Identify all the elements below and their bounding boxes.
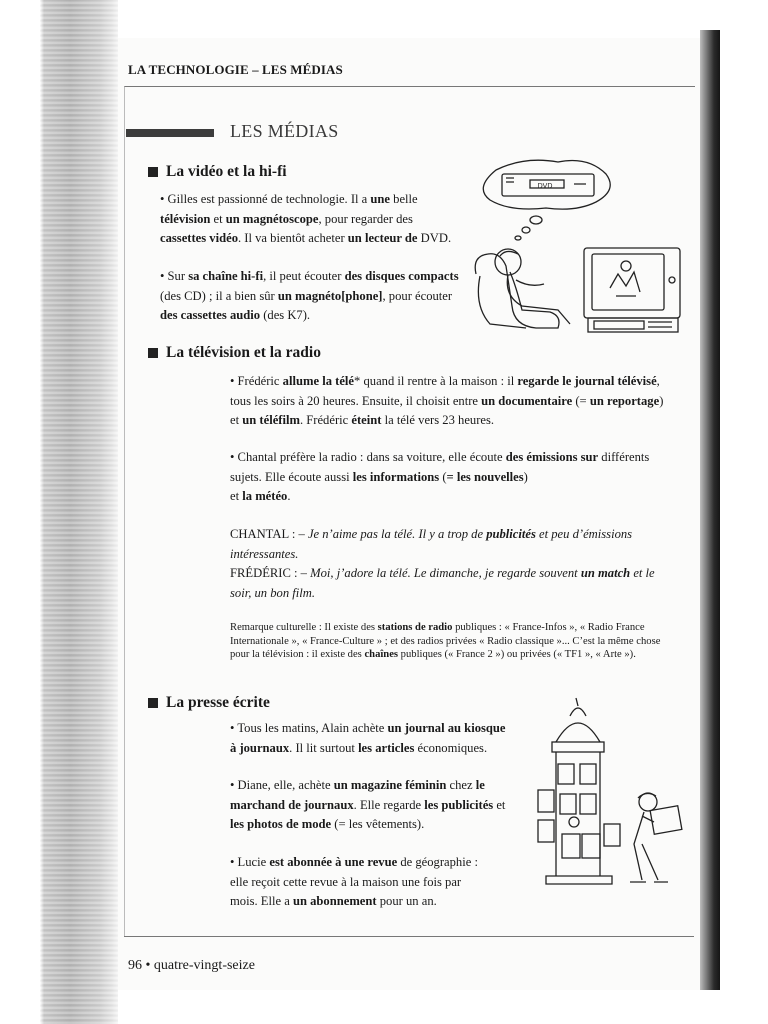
text-run: une <box>370 192 391 206</box>
text-run: les photos de mode <box>230 817 332 831</box>
text-run: ) et <box>230 469 528 503</box>
text-run: un téléfilm <box>242 413 300 427</box>
text-run: de géographie : elle reçoit cette revue à la maison une fois par mois. Elle a <box>230 855 478 908</box>
text-run: les articles <box>358 740 415 755</box>
section-bar <box>126 129 214 137</box>
text-run: et le soir, un bon film. <box>230 566 658 600</box>
text-run: un abonnement <box>292 894 377 908</box>
paragraph-video-1 <box>160 190 456 249</box>
heading-video-hifi-text: La vidéo et la hi-fi <box>166 163 287 180</box>
text-run: . Il lit surtout <box>289 740 359 755</box>
text-run: chez <box>446 778 476 792</box>
section-title: LES MÉDIAS <box>230 121 339 141</box>
text-run: un reportage <box>589 393 660 408</box>
newspaper-kiosk-illustration <box>526 694 686 894</box>
scan-binding-shadow <box>0 0 118 1024</box>
text-run: Moi, j’adore la télé. Le dimanche, je regarde souvent <box>310 566 581 580</box>
heading-bullet-square <box>148 348 158 358</box>
text-run: (des CD) ; il a bien sûr <box>160 269 462 303</box>
scan-margin <box>720 0 768 1024</box>
paragraph-radio <box>230 448 670 507</box>
text-run: , pour écouter <box>382 288 456 303</box>
text-run: CHANTAL : – <box>230 527 308 541</box>
text-run: éteint <box>351 413 382 427</box>
text-run: • Frédéric <box>230 374 283 388</box>
text-run: . Frédéric <box>299 413 352 427</box>
text-run: = les nouvelles <box>446 469 524 484</box>
text-run: . Il va bientôt acheter <box>238 231 348 245</box>
text-run: Je n’aime pas la télé. Il y a trop de <box>307 527 487 541</box>
text-run: le marchand de journaux <box>230 778 488 812</box>
text-run: (= <box>572 393 590 408</box>
dvd-label: DVD <box>537 183 553 190</box>
text-run: la télé vers 23 heures. <box>381 413 495 427</box>
text-run: * quand il rentre à la maison : il <box>354 374 518 388</box>
text-run: un documentaire <box>481 393 573 408</box>
text-run: télévision <box>160 211 211 226</box>
text-run: . Elle regarde <box>353 797 425 812</box>
text-run: • Gilles est passionné de technologie. Il a <box>160 192 371 206</box>
text-run: (= les vêtements). <box>331 817 425 831</box>
text-run: un magazine féminin <box>333 778 447 792</box>
text-run: , tous les soirs à 20 heures. Ensuite, il choisit entre <box>230 374 663 408</box>
heading-video-hifi <box>148 163 287 181</box>
page-frame-bottom-rule <box>124 936 694 937</box>
text-run: • Tous les matins, Alain achète <box>230 721 388 735</box>
text-run: un match <box>580 566 631 580</box>
text-run: • Lucie <box>230 855 270 869</box>
text-run: des cassettes audio <box>160 308 261 322</box>
text-run: allume la télé <box>282 374 355 388</box>
paragraph-press-1 <box>230 719 550 758</box>
text-run: • Sur <box>160 269 189 283</box>
text-run: DVD. <box>417 231 452 245</box>
heading-tv-radio <box>148 344 321 362</box>
heading-press-text: La presse écrite <box>166 694 270 711</box>
heading-bullet-square <box>148 698 158 708</box>
text-run: . <box>287 489 291 503</box>
text-run: (des K7). <box>260 308 311 322</box>
text-run: cassettes vidéo <box>160 231 238 245</box>
book-page <box>118 38 700 990</box>
text-run: la météo <box>242 489 288 503</box>
text-run: FRÉDÉRIC : – <box>230 566 307 580</box>
text-run: les informations <box>352 469 440 484</box>
text-run: pour un an. <box>376 894 437 908</box>
text-run: , pour regarder des <box>318 211 417 226</box>
text-run: différents sujets. Elle écoute aussi <box>230 450 653 484</box>
text-run: publicités <box>486 527 536 541</box>
scan-page-edge <box>700 30 720 990</box>
paragraph-press-3 <box>230 853 530 912</box>
text-run: les publicités <box>424 797 494 812</box>
text-run: , il peut écouter <box>263 269 345 283</box>
dialogue <box>230 525 674 603</box>
text-run: stations de radio <box>377 622 453 633</box>
text-run: et peu d’émissions intéressantes. <box>230 527 636 561</box>
page-footer: 96 • quatre-vingt-seize <box>128 958 255 973</box>
paragraph-tv-1 <box>230 372 672 431</box>
text-run: publiques : « France-Infos », « Radio France Internationale », « France-Culture » ; et des radios privées « Radio classique »... C’est la même chose pour la télévision : il existe des <box>230 622 664 660</box>
text-run: Remarque culturelle : Il existe des <box>230 622 378 633</box>
text-run: • Chantal préfère la radio : dans sa voiture, elle écoute <box>230 450 506 464</box>
text-run: des émissions sur <box>505 450 599 464</box>
text-run: regarde le journal télévisé <box>517 374 657 388</box>
text-run: des disques compacts <box>344 269 459 283</box>
text-run: publiques (« France 2 ») ou privées (« TF1 », « Arte »). <box>398 649 636 660</box>
text-run: • Diane, elle, achète <box>230 778 334 792</box>
heading-bullet-square <box>148 167 158 177</box>
text-run: un journal au kiosque à journaux <box>230 721 506 755</box>
text-run: et <box>210 211 226 226</box>
text-run: et <box>493 797 509 812</box>
paragraph-press-2 <box>230 776 520 835</box>
running-head: LA TECHNOLOGIE – LES MÉDIAS <box>128 62 343 77</box>
heading-tv-radio-text: La télévision et la radio <box>166 344 321 361</box>
text-run: un lecteur de <box>347 231 418 245</box>
text-run: ) et <box>230 393 667 427</box>
cultural-note <box>230 621 670 662</box>
heading-press <box>148 694 270 712</box>
text-run: ( <box>439 469 447 484</box>
text-run: est abonnée à une revue <box>269 855 398 869</box>
text-run: belle <box>390 192 421 206</box>
tv-viewer-illustration <box>466 156 688 334</box>
text-run: chaînes <box>364 649 399 660</box>
paragraph-video-2 <box>160 267 460 326</box>
text-run: un magnétoscope <box>225 211 319 226</box>
text-run: un magnéto[phone] <box>277 288 383 303</box>
text-run: économiques. <box>414 740 488 755</box>
text-run: sa chaîne hi-fi <box>188 269 264 283</box>
